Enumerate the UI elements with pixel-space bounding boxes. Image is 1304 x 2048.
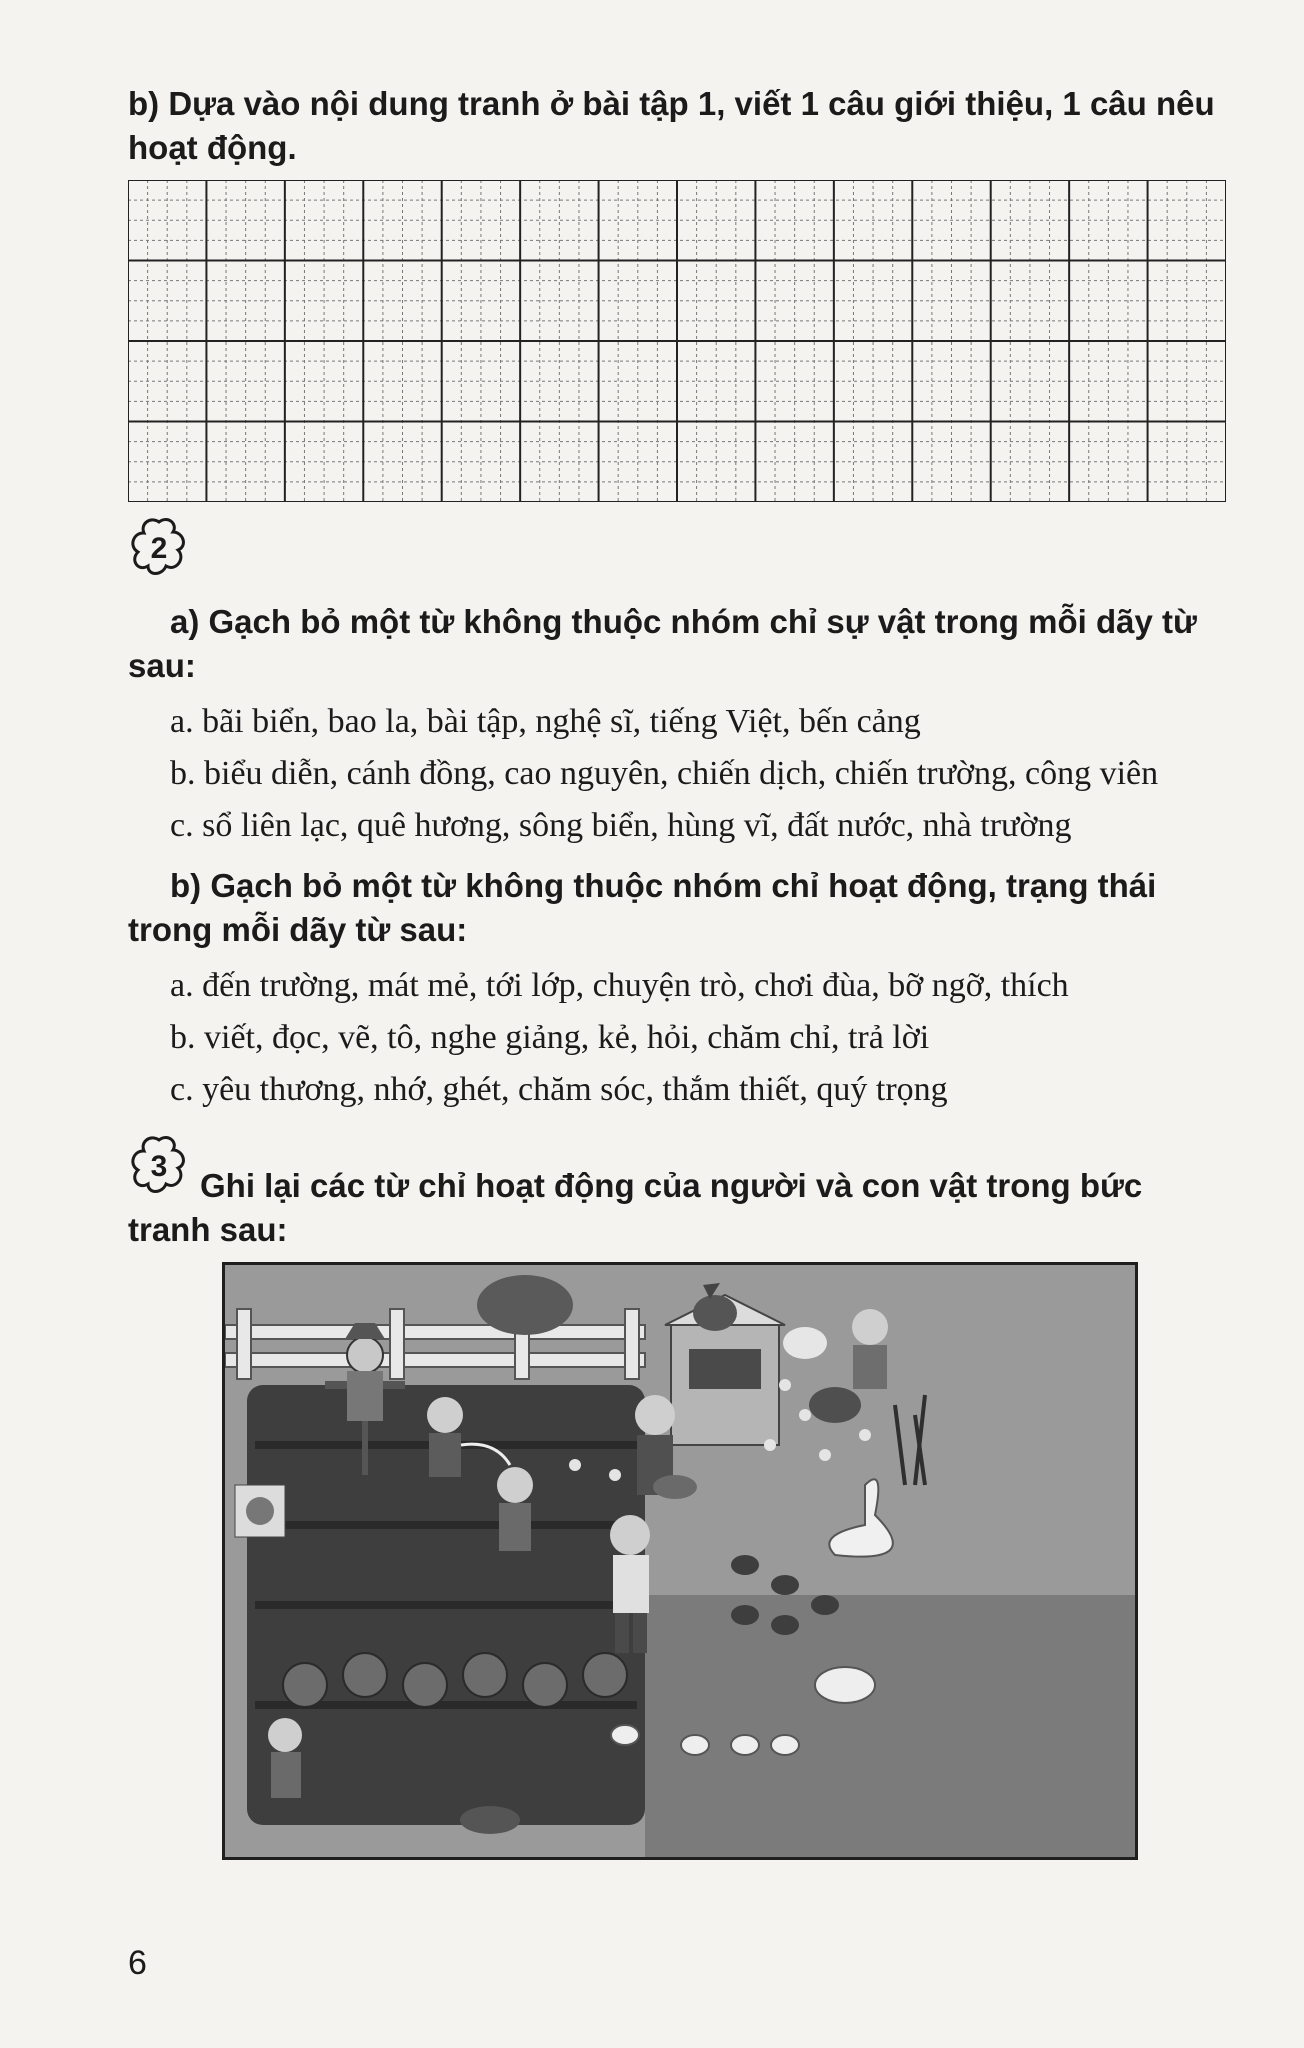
- vegetable-sign: [235, 1485, 285, 1537]
- farm-scene-drawing: [225, 1265, 1135, 1857]
- exercise1-part-b-text: b) Dựa vào nội dung tranh ở bài tập 1, viết 1 câu giới thiệu, 1 câu nêu hoạt động.: [128, 85, 1215, 166]
- exercise2b-item-b: b. viết, đọc, vẽ, tô, nghe giảng, kẻ, hỏi, chăm chỉ, trả lời: [170, 1019, 930, 1056]
- brown-hen: [809, 1387, 861, 1423]
- page-number: 6: [128, 1944, 147, 1982]
- exercise2a-item-b: b. biểu diễn, cánh đồng, cao nguyên, chiến dịch, chiến trường, công viên: [170, 755, 1159, 792]
- exercise3-text: Ghi lại các từ chỉ hoạt động của người và con vật trong bức tranh sau:: [128, 1167, 1143, 1248]
- exercise-2-number: 2: [150, 532, 168, 565]
- exercise-2-badge: [128, 516, 190, 578]
- writing-grid[interactable]: [128, 180, 1226, 502]
- exercise2b-item-a: a. đến trường, mát mẻ, tới lớp, chuyện trò, chơi đùa, bỡ ngỡ, thích: [170, 967, 1069, 1004]
- exercise2a-item-c: c. sổ liên lạc, quê hương, sông biển, hùng vĩ, đất nước, nhà trường: [170, 807, 1072, 844]
- boy-planting: [497, 1467, 533, 1551]
- basket: [460, 1806, 520, 1834]
- running-girl: [852, 1309, 888, 1389]
- farm-illustration: [222, 1262, 1138, 1860]
- exercise2a-item-a: a. bãi biển, bao la, bài tập, nghệ sĩ, tiếng Việt, bến cảng: [170, 703, 921, 740]
- bush: [477, 1275, 573, 1335]
- exercise2-part-a-title: a) Gạch bỏ một từ không thuộc nhóm chỉ sự vật trong mỗi dãy từ sau:: [128, 603, 1197, 684]
- exercise2-part-b-title: b) Gạch bỏ một từ không thuộc nhóm chỉ hoạt động, trạng thái trong mỗi dãy từ sau:: [128, 867, 1157, 948]
- exercise-3-number: 3: [150, 1150, 168, 1183]
- child-harvesting: [268, 1718, 302, 1798]
- pond: [645, 1595, 1135, 1857]
- exercise2b-item-c: c. yêu thương, nhớ, ghét, chăm sóc, thắm thiết, quý trọng: [170, 1071, 948, 1108]
- goose-running: [783, 1327, 827, 1359]
